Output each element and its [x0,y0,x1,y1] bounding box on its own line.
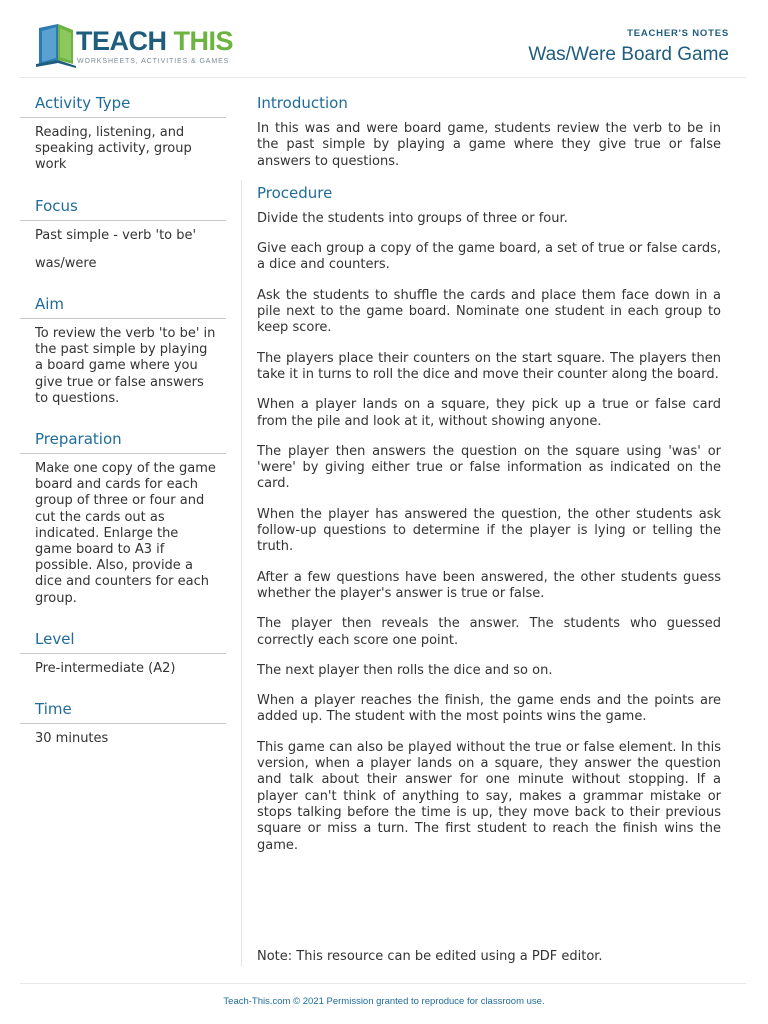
activity-type-body [20,125,226,174]
main-content [257,94,721,868]
aim-body [20,326,226,407]
aim-section [20,295,226,407]
level-section [20,630,226,677]
focus-heading: Focus [20,197,226,221]
procedure-step: Ask the students to shuffle the cards and place them face down in a pile next to the game board. Nominate one student in each group to keep score. [257,287,721,336]
footer-divider [20,983,746,984]
time-text: 30 minutes [35,731,109,747]
procedure-step: When a player lands on a square, they pick up a true or false card from the pile and look at it, without showing anyone. [257,397,721,429]
aim-heading: Aim [20,295,226,319]
procedure-step: Divide the students into groups of three or four. [257,210,568,226]
pdf-editor-note: Note: This resource can be edited using a PDF editor. [257,949,603,964]
column-divider [241,180,242,966]
introduction-text: In this was and were board game, students review the verb to be in the past simple by playing a game where they give true or false answers to questions. [257,121,721,169]
procedure-step: After a few questions have been answered, the other students guess whether the player's answer is true or false. [257,569,721,601]
header-divider [20,77,746,78]
preparation-text: Make one copy of the game board and cards for each group of three or four and cut the cards out as indicated. Enlarge the game board to A3 if possible. Also, provide a dice and counters for each group. [35,461,216,606]
logo-wordmark [76,26,233,57]
logo-word-this: THIS [173,26,234,56]
procedure-list [257,211,721,854]
info-sidebar [20,94,226,770]
focus-text-2: was/were [35,255,97,271]
page-header [0,0,768,78]
logo-tagline: WORKSHEETS, ACTIVITIES & GAMES [77,58,230,65]
level-body [20,661,226,677]
focus-text-1: Past simple - verb 'to be' [35,227,197,243]
open-book-logo-icon [36,24,76,68]
focus-section [20,197,226,272]
procedure-step: The players place their counters on the start square. The players then take it in turns to roll the dice and move their counter along the board. [257,350,721,382]
time-section [20,700,226,747]
preparation-heading: Preparation [20,430,226,454]
procedure-heading: Procedure [257,183,333,202]
activity-type-text: Reading, listening, and speaking activity, group work [35,125,192,173]
teach-this-logo [36,24,236,70]
teachers-notes-label: TEACHER'S NOTES [627,28,729,39]
copyright-footer: Teach-This.com © 2021 Permission granted to reproduce for classroom use. [223,996,545,1007]
level-heading: Level [20,630,226,654]
introduction-heading: Introduction [257,94,348,112]
procedure-step: The next player then rolls the dice and so on. [257,662,553,678]
activity-type-section [20,94,226,174]
level-text: Pre-intermediate (A2) [35,660,176,676]
procedure-step: The player then reveals the answer. The students who guessed correctly each score one point. [257,616,721,648]
aim-text: To review the verb 'to be' in the past simple by playing a board game where you give true or false answers to questions. [35,326,216,406]
focus-body [20,228,226,272]
preparation-section [20,430,226,607]
procedure-step: When the player has answered the question, the other students ask follow-up questions to determine if the player is lying or telling the truth. [257,506,721,555]
page-title: Was/Were Board Game [528,44,729,65]
time-body [20,731,226,747]
procedure-step: This game can also be played without the true or false element. In this version, when a player lands on a square, they answer the question and talk about their answer for one minute without stopping. If a player can't think of anything to say, makes a grammar mistake or stops talking before the time is up, they move back to their previous square or miss a turn. The first student to reach the finish wins the game. [257,739,721,853]
procedure-step: The player then answers the question on the square using 'was' or 'were' by giving either true or false information as indicated on the card. [257,443,721,492]
procedure-step: When a player reaches the finish, the game ends and the points are added up. The student with the most points wins the game. [257,693,721,725]
preparation-body [20,461,226,607]
logo-word-teach: TEACH [76,26,167,56]
activity-type-heading: Activity Type [20,94,226,118]
procedure-step: Give each group a copy of the game board, a set of true or false cards, a dice and counters. [257,241,721,273]
time-heading: Time [20,700,226,724]
